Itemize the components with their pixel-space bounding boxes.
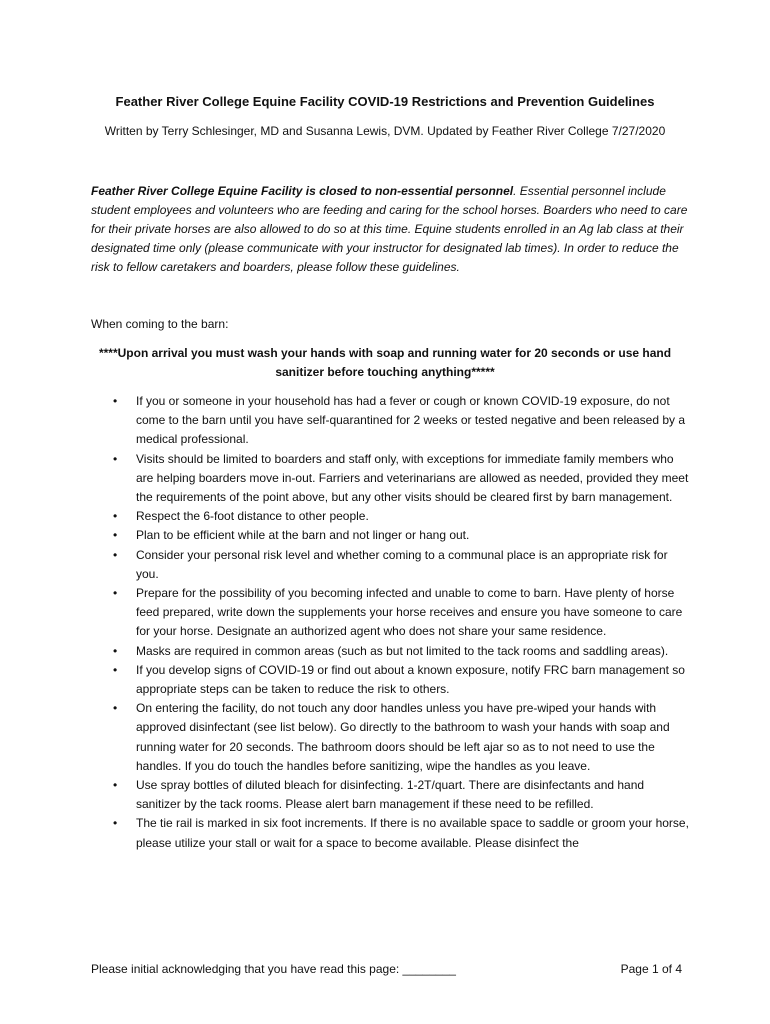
bullet-icon: • bbox=[113, 816, 118, 831]
intro-paragraph bbox=[91, 182, 691, 277]
list-item bbox=[91, 507, 691, 526]
list-item-text: Consider your personal risk level and whether coming to a communal place is an appropriate risk for you. bbox=[136, 547, 668, 581]
list-item-text: Respect the 6-foot distance to other people. bbox=[136, 509, 369, 524]
intro-lead: Feather River College Equine Facility is closed to non-essential personnel bbox=[91, 184, 514, 198]
bullet-icon: • bbox=[113, 509, 118, 524]
arrival-notice: ****Upon arrival you must wash your hands with soap and running water for 20 seconds or use hand sanitizer before touching anything***** bbox=[98, 346, 672, 379]
bullet-icon: • bbox=[113, 394, 118, 408]
bullet-icon: • bbox=[113, 643, 118, 658]
list-item-text: If you develop signs of COVID-19 or find out about a known exposure, notify FRC barn management so appropriate steps can be taken to reduce the risk to others. bbox=[136, 662, 685, 697]
initial-acknowledgement: Please initial acknowledging that you have read this page: ________ bbox=[91, 962, 456, 976]
list-item bbox=[91, 776, 691, 814]
guidelines-list bbox=[91, 392, 691, 853]
list-item-text: On entering the facility, do not touch any door handles unless you have pre-wiped your hands with approved disinfectant (see list below). Go directly to the bathroom to wash your hands with soap and running water for 20 seconds. The bathroom doors should be left ajar so as to not need to use the handles. If you do touch the handles before sanitizing, wipe the handles as you leave. bbox=[136, 701, 670, 773]
list-item bbox=[91, 699, 691, 776]
list-item bbox=[91, 450, 691, 508]
bullet-icon: • bbox=[113, 701, 118, 716]
list-item-text: Visits should be limited to boarders and staff only, with exceptions for immediate family members who are helping boarders move in-out. Farriers and veterinarians are allowed as needed, provided they meet the requirements of the point above, but any other visits should be cleared first by barn management. bbox=[136, 451, 689, 505]
bullet-icon: • bbox=[113, 451, 118, 466]
bullet-icon: • bbox=[113, 547, 118, 562]
list-item-text: Use spray bottles of diluted bleach for disinfecting. 1-2T/quart. There are disinfectants and hand sanitizer by the tack rooms. Please alert barn management if these need to be refilled. bbox=[136, 778, 645, 812]
list-item-text: Plan to be efficient while at the barn and not linger or hang out. bbox=[136, 528, 470, 543]
list-item bbox=[91, 392, 691, 450]
bullet-icon: • bbox=[113, 586, 118, 601]
when-heading: When coming to the barn: bbox=[91, 317, 229, 331]
list-item bbox=[91, 642, 691, 661]
list-item-text: If you or someone in your household has had a fever or cough or known COVID-19 exposure, do not come to the barn until you have self-quarantined for 2 weeks or tested negative and been released by a medical professional. bbox=[136, 394, 686, 447]
list-item bbox=[91, 814, 691, 852]
list-item bbox=[91, 661, 691, 699]
list-item bbox=[91, 584, 691, 642]
document-title: Feather River College Equine Facility COVID-19 Restrictions and Prevention Guidelines bbox=[115, 94, 655, 109]
bullet-icon: • bbox=[113, 778, 118, 793]
document-byline: Written by Terry Schlesinger, MD and Susanna Lewis, DVM. Updated by Feather River College 7/27/2020 bbox=[104, 124, 666, 138]
bullet-icon: • bbox=[113, 528, 118, 543]
list-item bbox=[91, 526, 691, 545]
list-item-text: Prepare for the possibility of you becoming infected and unable to come to barn. Have plenty of horse feed prepared, write down the supplements your horse receives and ensure you have someone to care for your horse. Designate an authorized agent who does not share your same residence. bbox=[136, 586, 683, 639]
list-item-text: Masks are required in common areas (such as but not limited to the tack rooms and saddling areas). bbox=[136, 643, 669, 658]
list-item bbox=[91, 546, 691, 584]
bullet-icon: • bbox=[113, 662, 118, 677]
intro-body: . Essential personnel include student employees and volunteers who are feeding and caring for the school horses. Boarders who need to care for their private horses are also allowed to do so at this time. Equine students enrolled in an Ag lab class at their designated time only (please communicate with your instructor for designated lab times). In order to reduce the risk to fellow caretakers and boarders, please follow these guidelines. bbox=[91, 184, 688, 274]
list-item-text: The tie rail is marked in six foot increments. If there is no available space to saddle or groom your horse, please utilize your stall or wait for a space to become available. Please disinfect the bbox=[136, 816, 689, 850]
page-number: Page 1 of 4 bbox=[620, 962, 682, 976]
